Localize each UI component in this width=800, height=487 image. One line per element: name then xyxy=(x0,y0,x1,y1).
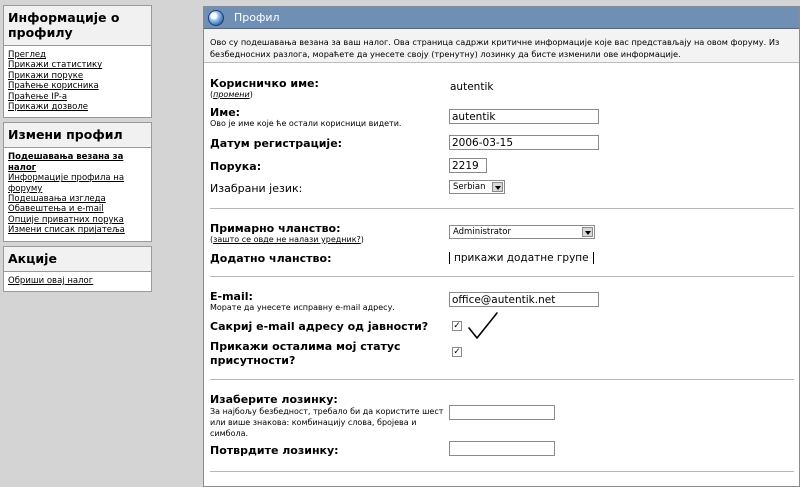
chevron-down-icon[interactable] xyxy=(492,182,503,192)
profile-globe-icon xyxy=(208,10,224,26)
why-no-moderator-link[interactable]: зашто се овде не налази уредник? xyxy=(213,235,361,244)
sidebar-link-forum-profile[interactable]: Информације профила на форуму xyxy=(8,173,125,194)
sidebar-link-look-layout[interactable]: Подешавања изгледа xyxy=(8,194,106,205)
language-select[interactable] xyxy=(449,180,505,194)
primary-group-selected: Administrator xyxy=(453,227,511,237)
email-label: E-mail: xyxy=(210,290,253,303)
sidebar-link-posts[interactable]: Прикажи поруке xyxy=(8,70,84,81)
username-label: Корисничко име: xyxy=(210,77,319,90)
panel-title: Профил xyxy=(234,11,280,24)
sidebar-link-permissions[interactable]: Прикажи дозволе xyxy=(8,102,89,113)
chevron-down-icon[interactable] xyxy=(582,227,593,237)
password-hint: За најбољу безбедност, требало би да користите шест или више знакова: комбинацију слова, бројева и симбола. xyxy=(210,407,444,438)
email-input[interactable] xyxy=(449,292,599,307)
sidebar xyxy=(3,5,152,296)
sidebar-link-track-ip[interactable]: Праћење IP-а xyxy=(8,91,68,102)
panel-titlebar xyxy=(204,7,799,29)
registration-date-input[interactable] xyxy=(449,135,599,150)
language-selected: Serbian xyxy=(453,182,486,192)
show-additional-groups-button[interactable]: прикажи додатне групе xyxy=(449,252,594,264)
hide-email-row xyxy=(210,320,794,333)
hide-email-checkbox[interactable]: ✓ xyxy=(453,321,461,331)
show-online-label: Прикажи осталима мој статус присутности? xyxy=(210,340,401,367)
divider xyxy=(210,471,794,472)
name-input[interactable] xyxy=(449,109,599,124)
language-label: Изабрани језик: xyxy=(210,182,303,195)
sidebar-section-edit-profile xyxy=(3,122,152,241)
change-username-link[interactable]: промени xyxy=(213,90,250,99)
sidebar-link-buddy-list[interactable]: Измени списак пријатеља xyxy=(8,225,125,236)
primary-group-select[interactable] xyxy=(449,225,595,239)
name-label: Име: xyxy=(210,106,241,119)
username-value: autentik xyxy=(450,81,494,93)
sidebar-section-profile-info xyxy=(3,5,152,118)
email-hint: Морате да унесете исправну e-mail адресу. xyxy=(210,303,395,312)
profile-panel xyxy=(203,6,800,487)
primary-group-label: Примарно чланство: xyxy=(210,222,341,235)
registration-label: Датум регистрације: xyxy=(210,137,343,150)
sidebar-section-actions xyxy=(3,246,152,292)
sidebar-section-title: Информације о профилу xyxy=(4,6,151,46)
divider xyxy=(210,379,794,380)
posts-row xyxy=(210,160,794,173)
posts-input[interactable] xyxy=(449,158,487,173)
name-hint: Ово је име које ће остали корисници видети. xyxy=(210,119,402,128)
confirm-password-input[interactable] xyxy=(449,441,555,456)
hide-email-label: Сакриј e-mail адресу од јавности? xyxy=(210,320,429,333)
show-online-row xyxy=(210,340,435,368)
sidebar-link-summary[interactable]: Преглед xyxy=(8,50,47,60)
divider xyxy=(210,276,794,277)
confirm-password-label: Потврдите лозинку: xyxy=(210,444,339,457)
sidebar-link-delete-account[interactable]: Обриши овај налог xyxy=(8,275,94,286)
sidebar-section-title: Акције xyxy=(4,247,151,272)
password-input[interactable] xyxy=(449,405,555,420)
divider xyxy=(210,208,794,209)
sidebar-link-statistics[interactable]: Прикажи статистику xyxy=(8,60,103,71)
posts-label: Порука: xyxy=(210,160,262,173)
sidebar-link-account-settings[interactable]: Подешавања везана за налог xyxy=(8,152,124,173)
password-label: Изаберите лозинку: xyxy=(210,393,338,406)
sidebar-link-notifications[interactable]: Обавештења и e-mail xyxy=(8,204,104,215)
password-row xyxy=(210,393,450,439)
handdrawn-check-icon xyxy=(467,311,499,341)
additional-groups-label: Додатно чланство: xyxy=(210,252,332,265)
sidebar-section-title: Измени профил xyxy=(4,123,151,148)
sidebar-link-pm-options[interactable]: Опције приватних порука xyxy=(8,214,124,225)
username-row: Корисничко име: (промени) autentik xyxy=(210,77,794,100)
primary-group-row: Примарно чланство: (зашто се овде не налази уредник?) xyxy=(210,222,794,245)
show-online-checkbox[interactable]: ✓ xyxy=(453,347,461,357)
intro-text: Ово су подешавања везана за ваш налог. Ова страница садржи критичне информације које вас представљају на овом форуму. Из безбедносних разлога, мораћете да унесете своју (тренутну) лозинку да бисте изменили ове информације. xyxy=(204,29,799,63)
sidebar-link-track-user[interactable]: Праћење корисника xyxy=(8,81,99,92)
